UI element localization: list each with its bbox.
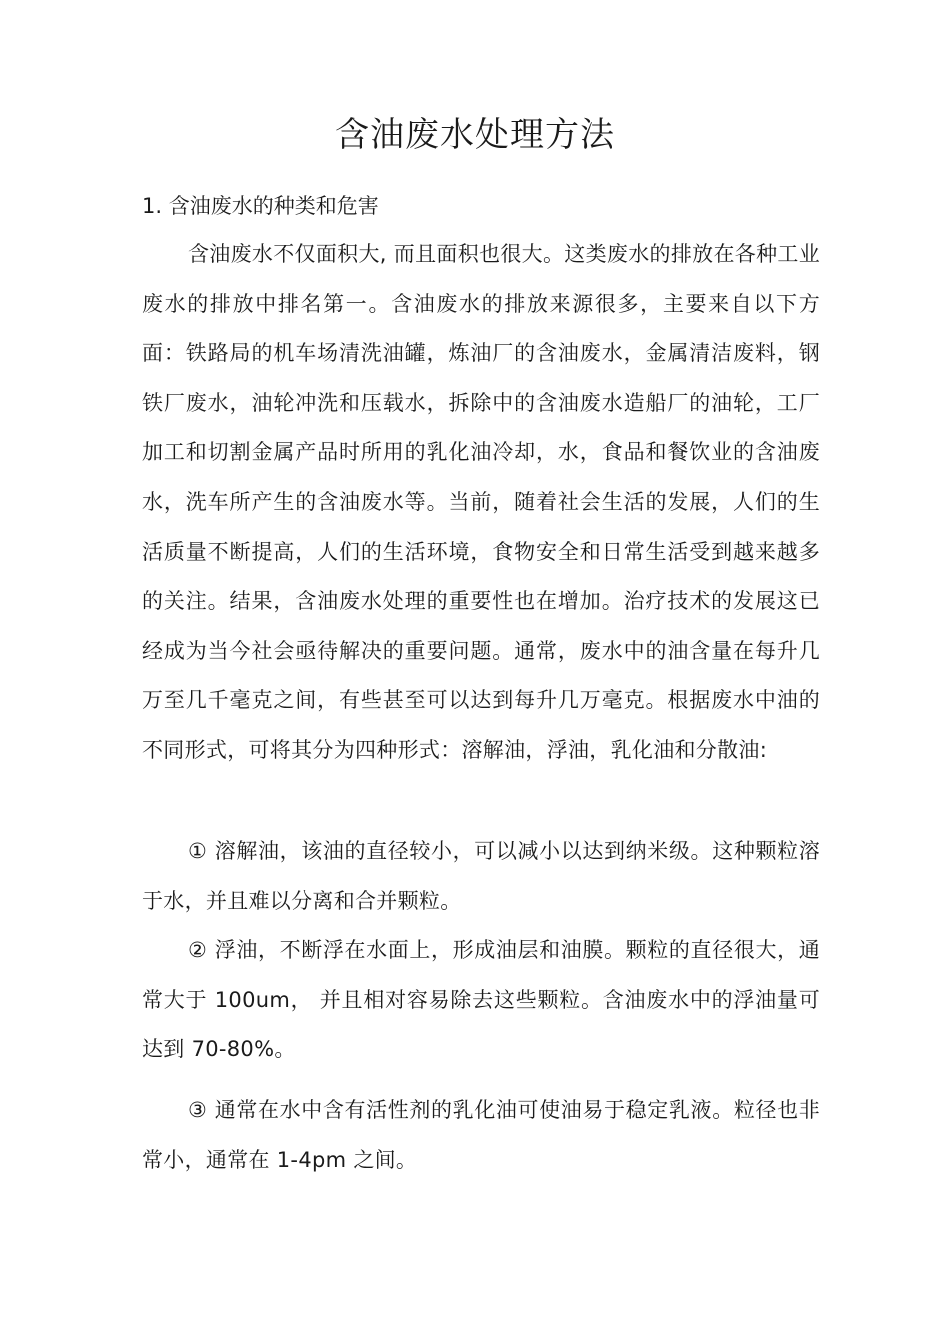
paragraph-emulsified-oil: ③ 通常在水中含有活性剂的乳化油可使油易于稳定乳液。粒径也非常小，通常在 1-4pm 之间。 xyxy=(142,1098,820,1172)
document-title: 含油废水处理方法 xyxy=(335,115,615,155)
paragraph-intro: 含油废水不仅面积大, 而且面积也很大。这类废水的排放在各种工业废水的排放中排名第一。含油废水的排放来源很多，主要来自以下方面：铁路局的机车场清洗油罐，炼油厂的含油废水，金属清洁废料，钢铁厂废水，油轮冲洗和压载水，拆除中的含油废水造船厂的油轮，工厂加工和切割金属产品时所用的乳化油冷却，水，食品和餐饮业的含油废水，洗车所产生的含油废水等。当前，随着社会生活的发展，人们的生活质量不断提高，人们的生活环境，食物安全和日常生活受到越来越多的关注。结果，含油废水处理的重要性也在增加。治疗技术的发展这已经成为当今社会亟待解决的重要问题。通常，废水中的油含量在每升几万至几千毫克之间，有些甚至可以达到每升几万毫克。根据废水中油的不同形式，可将其分为四种形式：溶解油，浮油，乳化油和分散油: xyxy=(142,242,820,762)
section-heading: 1. 含油废水的种类和危害 xyxy=(142,194,379,218)
paragraph-floating-oil: ② 浮油，不断浮在水面上，形成油层和油膜。颗粒的直径很大，通常大于 100um， 并且相对容易除去这些颗粒。含油废水中的浮油量可达到 70-80%。 xyxy=(142,938,820,1062)
paragraph-dissolved-oil: ① 溶解油，该油的直径较小，可以减小以达到纳米级。这种颗粒溶于水，并且难以分离和合并颗粒。 xyxy=(142,839,820,913)
